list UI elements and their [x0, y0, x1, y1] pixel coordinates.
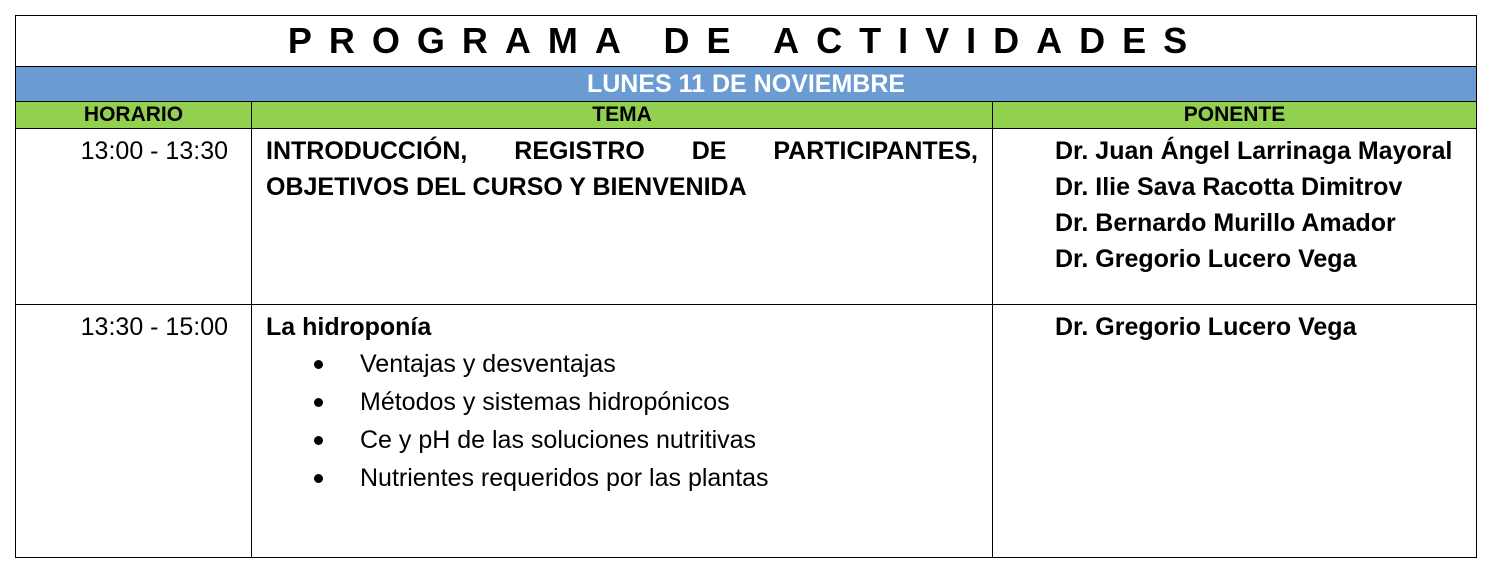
session-topic-cell — [252, 305, 993, 558]
program-table — [15, 15, 1477, 558]
speaker-name: Dr. Gregorio Lucero Vega — [1055, 245, 1357, 273]
list-item-label: Ce y pH de las soluciones nutritivas — [360, 426, 757, 454]
day-banner: LUNES 11 DE NOVIEMBRE — [16, 67, 1477, 102]
session-time: 13:30 - 15:00 — [16, 305, 252, 558]
column-header-speaker: PONENTE — [993, 102, 1477, 129]
bullet-icon — [314, 360, 323, 369]
list-item — [314, 383, 978, 421]
speaker-name: Dr. Juan Ángel Larrinaga Mayoral — [1055, 137, 1453, 165]
column-header-time: HORARIO — [16, 102, 252, 129]
column-header-topic: TEMA — [252, 102, 993, 129]
list-item-label: Nutrientes requeridos por las plantas — [360, 464, 769, 492]
list-item — [314, 459, 978, 497]
topic-items-list — [266, 345, 978, 497]
session-time: 13:00 - 13:30 — [16, 129, 252, 305]
list-item — [314, 345, 978, 383]
bullet-icon — [314, 474, 323, 483]
list-item-label: Métodos y sistemas hidropónicos — [360, 388, 730, 416]
table-row — [16, 129, 1477, 305]
session-speakers — [993, 305, 1477, 558]
session-speakers — [993, 129, 1477, 305]
session-topic: INTRODUCCIÓN, REGISTRO DE PARTICIPANTES, OBJETIVOS DEL CURSO Y BIENVENIDA — [266, 137, 978, 201]
list-item — [314, 421, 978, 459]
bullet-icon — [314, 398, 323, 407]
speaker-name: Dr. Bernardo Murillo Amador — [1055, 209, 1396, 237]
session-topic: La hidroponía — [266, 313, 432, 341]
list-item-label: Ventajas y desventajas — [360, 350, 616, 378]
table-row — [16, 305, 1477, 558]
speaker-name: Dr. Ilie Sava Racotta Dimitrov — [1055, 173, 1403, 201]
bullet-icon — [314, 436, 323, 445]
speaker-name: Dr. Gregorio Lucero Vega — [1055, 313, 1357, 341]
session-topic-cell — [252, 129, 993, 305]
page-title: PROGRAMA DE ACTIVIDADES — [16, 16, 1477, 67]
